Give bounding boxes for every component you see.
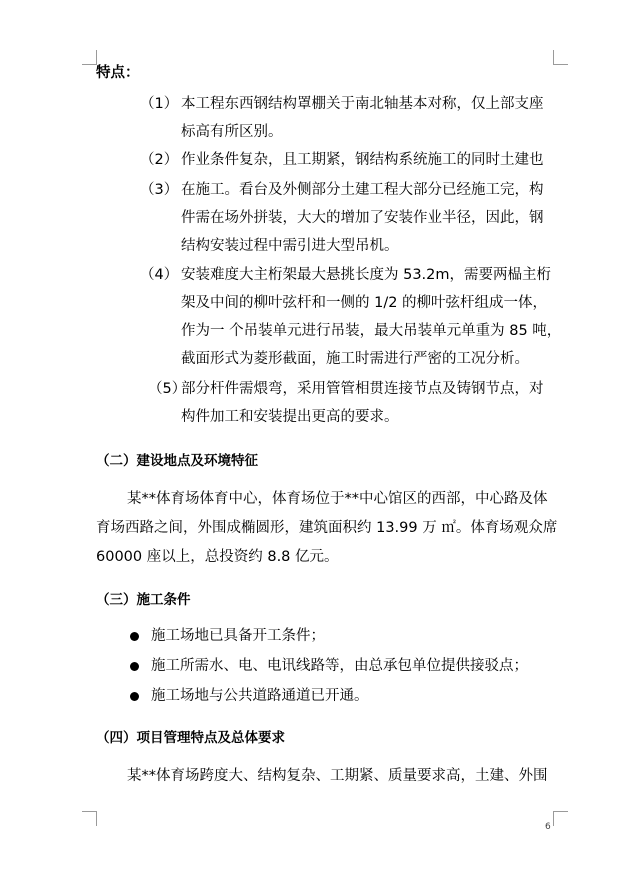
- paragraph-line: 某**体育场跨度大、结构复杂、工期紧、质量要求高，土建、外围: [127, 768, 548, 784]
- item-line: 截面形式为菱形截面，施工时需进行严密的工况分析。: [181, 351, 529, 367]
- bullet-icon: [130, 692, 139, 701]
- item-number: （1）: [140, 96, 179, 112]
- section-heading: （二）建设地点及环境特征: [96, 453, 258, 469]
- item-line: 部分杆件需煨弯，采用管管相贯连接节点及铸钢节点，对: [181, 381, 544, 397]
- paragraph-line: 育场西路之间，外围成椭圆形，建筑面积约 13.99 万 ㎡。体育场观众席: [96, 520, 558, 536]
- item-line: 构件加工和安装提出更高的要求。: [181, 409, 399, 425]
- item-number: （2）: [140, 152, 179, 168]
- section-heading: （四）项目管理特点及总体要求: [96, 730, 285, 746]
- item-line: 标高有所区别。: [181, 124, 283, 140]
- margin-mark-bottom-right: [553, 811, 568, 826]
- paragraph-line: 60000 座以上，总投资约 8.8 亿元。: [96, 549, 339, 565]
- margin-mark-bottom-left: [82, 811, 97, 826]
- bullet-item: 施工场地已具备开工条件；: [151, 628, 325, 644]
- item-line: 架及中间的柳叶弦杆和一侧的 1/2 的柳叶弦杆组成一体，: [181, 295, 548, 311]
- item-line: 本工程东西钢结构罩棚关于南北轴基本对称，仅上部支座: [181, 96, 544, 112]
- item-line: 在施工。看台及外侧部分土建工程大部分已经施工完，构: [181, 182, 544, 198]
- bullet-item: 施工场地与公共道路通道已开通。: [151, 688, 369, 704]
- margin-mark-top-right: [553, 50, 568, 65]
- item-line: 作业条件复杂，且工期紧，钢结构系统施工的同时土建也: [181, 152, 544, 168]
- bullet-icon: [130, 632, 139, 641]
- page-number: 6: [545, 822, 551, 832]
- item-number: （3）: [140, 182, 179, 198]
- features-title: 特点：: [96, 65, 140, 81]
- bullet-item: 施工所需水、电、电讯线路等，由总承包单位提供接驳点；: [151, 658, 528, 674]
- item-number: （4）: [140, 267, 179, 283]
- item-number: （5）: [148, 381, 187, 397]
- item-line: 安装难度大主桁架最大悬挑长度为 53.2m，需要两榀主桁: [181, 267, 552, 283]
- margin-mark-top-left: [82, 50, 97, 65]
- section-heading: （三）施工条件: [96, 592, 191, 608]
- item-line: 结构安装过程中需引进大型吊机。: [181, 238, 399, 254]
- bullet-icon: [130, 662, 139, 671]
- item-line: 件需在场外拼装，大大的增加了安装作业半径，因此，钢: [181, 210, 544, 226]
- item-line: 作为一 个吊装单元进行吊装，最大吊装单元单重为 85 吨，: [181, 323, 562, 339]
- paragraph-line: 某**体育场体育中心，体育场位于**中心馆区的西部，中心路及体: [127, 491, 548, 507]
